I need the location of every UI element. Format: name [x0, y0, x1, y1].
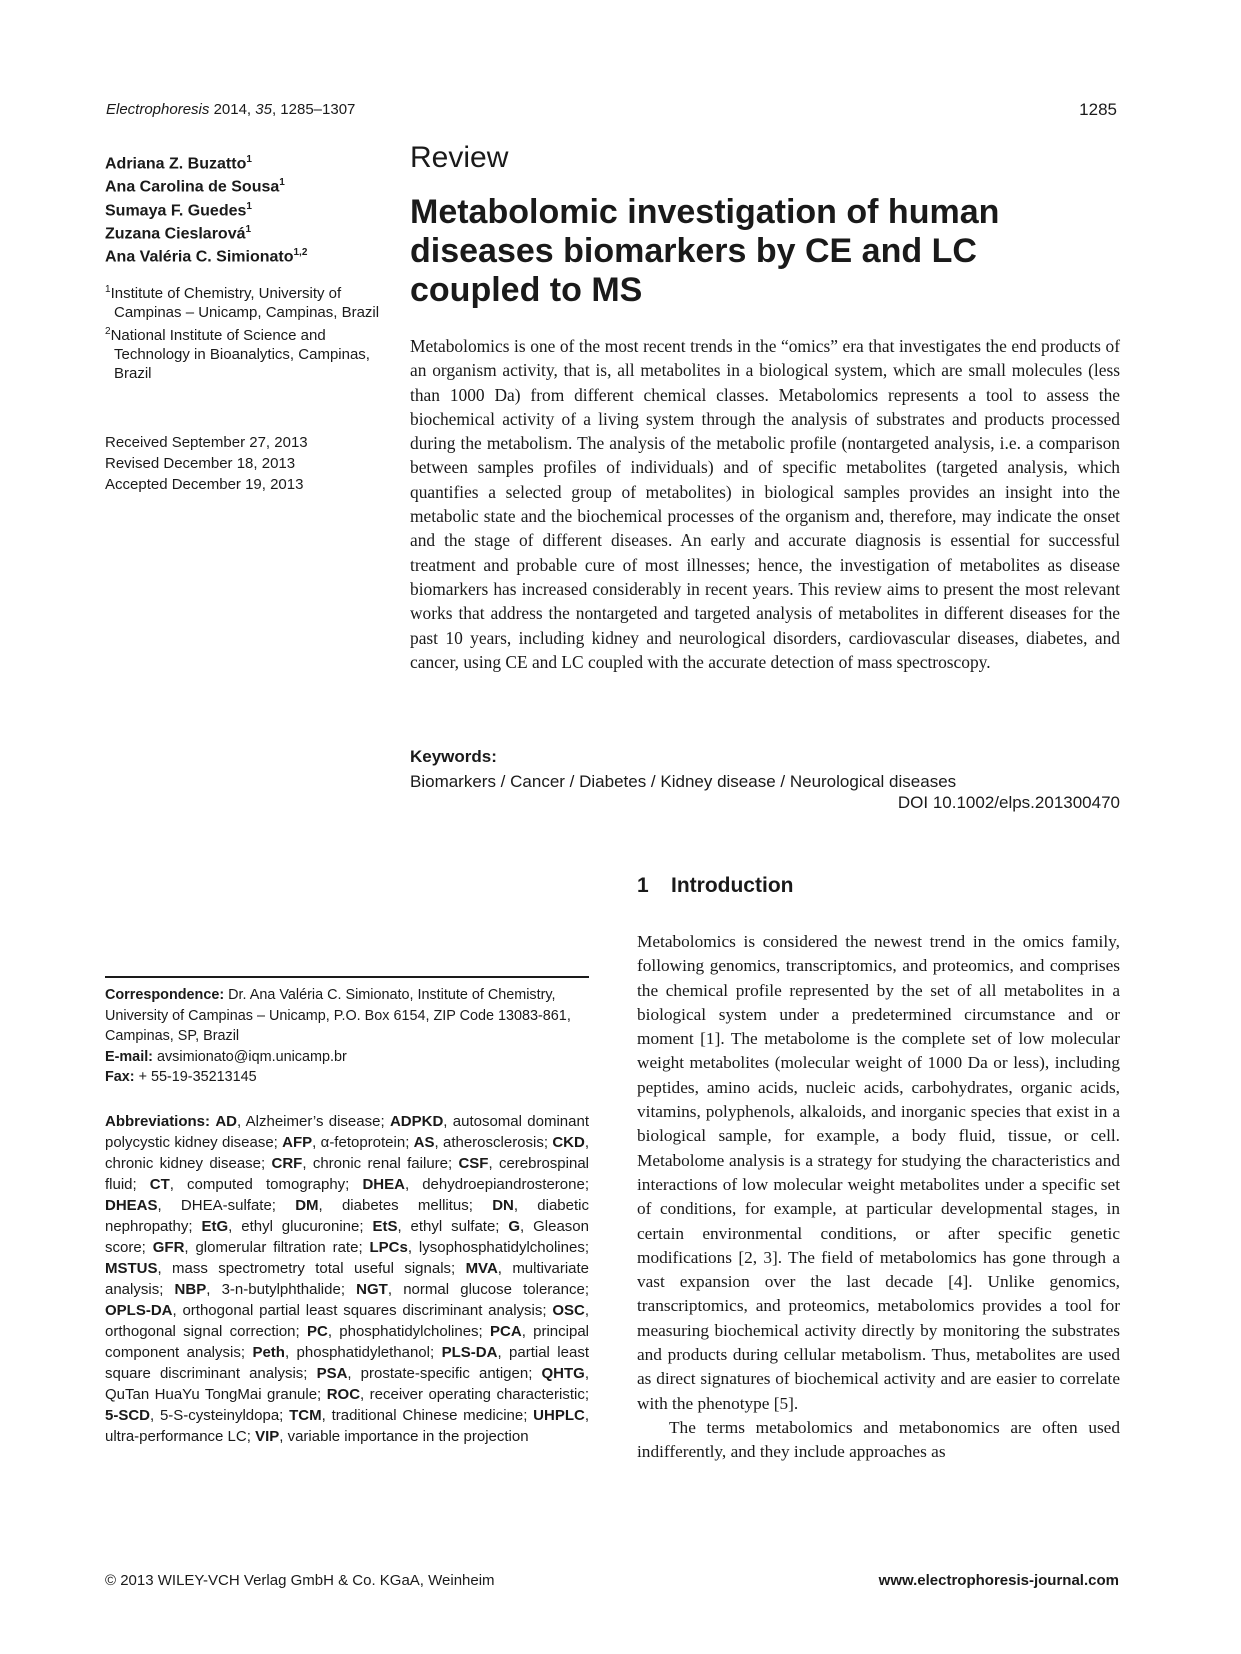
abbreviation-definition: , mass spectrometry total useful signals; — [157, 1260, 466, 1277]
abbreviation-term: DHEAS — [105, 1197, 158, 1214]
revised-date: Revised December 18, 2013 — [105, 455, 296, 472]
abbreviation-term: PCA — [490, 1323, 522, 1340]
abbreviation-definition: , 3-n-butylphthalide; — [206, 1281, 357, 1298]
correspondence-label: Correspondence: — [105, 987, 225, 1003]
fax-number: + 55-19-35213145 — [138, 1069, 257, 1086]
section-number: 1 — [637, 874, 649, 897]
abbreviation-term: DN — [492, 1197, 514, 1214]
abbreviation-term: VIP — [255, 1428, 280, 1445]
abbreviation-term: Peth — [252, 1344, 285, 1361]
author-list — [105, 150, 385, 267]
paragraph: Metabolomics is considered the newest trend in the omics family, following genomics, transcriptomics, and proteomics, and comprises the chemical profile represented by the set of all metabolites in a biological system under a predetermined circumstance and or moment [1]. The metabolome is the complete set of low molecular weight metabolites (molecular weight of 1000 Da or less), including peptides, amino acids, nucleic acids, carbohydrates, organic acids, vitamins, polyphenols, alkaloids, and inorganic species that exist in a biological sample, for example, a body fluid, tissue, or cell. Metabolome analysis is a strategy for studying the characteristics and interactions of low molecular weight metabolites under a specific set of conditions, for example, at particular developmental stages, in certain environmental conditions, or after specific genetic modifications [2, 3]. The field of metabolomics has gone through a vast expansion over the last decade [4]. Unlike genomics, transcriptomics, and proteomics, metabolomics provides a tool for measuring biochemical activity directly by monitoring the substrates and products during cellular metabolism. Thus, metabolites are used as direct signatures of biochemical activity and are easier to correlate with the phenotype [5]. — [637, 932, 1120, 1413]
running-head — [106, 101, 355, 118]
correspondence-block — [105, 985, 589, 1088]
abbreviation-definition: , lysophosphatidylcholines; — [407, 1239, 589, 1256]
abbreviation-term: AS — [413, 1134, 435, 1151]
keywords-label: Keywords: — [410, 747, 497, 766]
abbreviation-term: OSC — [552, 1302, 585, 1319]
abbreviation-definition: , chronic renal failure; — [302, 1155, 459, 1172]
article-title: Metabolomic investigation of human diseases biomarkers by CE and LC coupled to MS — [410, 193, 1000, 309]
abbreviation-term: ROC — [326, 1386, 361, 1403]
abbreviation-term: UHPLC — [533, 1407, 585, 1424]
abbreviation-definition: , glomerular filtration rate; — [184, 1239, 370, 1256]
abbreviation-term: DM — [295, 1197, 319, 1214]
journal-name: Electrophoresis — [106, 101, 210, 118]
copyright: © 2013 WILEY-VCH Verlag GmbH & Co. KGaA, Weinheim — [105, 1572, 495, 1589]
abbreviation-definition: , phosphatidylcholines; — [327, 1323, 491, 1340]
abbreviation-term: PLS-DA — [441, 1344, 498, 1361]
journal-volume: 35 — [255, 101, 272, 118]
abbreviation-term: EtG — [201, 1218, 229, 1235]
abbreviation-term: NGT — [356, 1281, 388, 1298]
abbreviation-definition: , computed tomography; — [169, 1176, 363, 1193]
abbreviation-definition: , autosomal dominant polycystic kidney disease; — [105, 1113, 589, 1151]
abbreviations-label: Abbreviations: — [105, 1113, 211, 1130]
abbreviation-definition: , Gleason score; — [105, 1218, 589, 1256]
abbreviation-term: NBP — [174, 1281, 207, 1298]
abbreviation-definition: , Alzheimer’s disease; — [237, 1113, 390, 1130]
abbreviation-definition: , variable importance in the projection — [279, 1428, 529, 1445]
abbreviation-term: GFR — [152, 1239, 185, 1256]
abbreviations — [105, 1111, 589, 1447]
abbreviation-term: AD — [215, 1113, 237, 1130]
article-dates — [105, 432, 308, 495]
abbreviation-definition: , principal component analysis; — [105, 1323, 590, 1361]
abbreviation-term: MSTUS — [105, 1260, 158, 1277]
affiliation: $^2$National Institute of Science and Technology in Bioanalytics, Campinas, Brazil — [105, 326, 370, 382]
email-address[interactable]: avsimionato@iqm.unicamp.br — [156, 1048, 347, 1065]
abbreviation-definition: , 5-S-cysteinyldopa; — [150, 1407, 290, 1424]
abbreviation-term: CKD — [552, 1134, 585, 1151]
abbreviation-term: PSA — [316, 1365, 348, 1382]
email-label: E-mail: — [105, 1048, 153, 1065]
abbreviation-term: ADPKD — [389, 1113, 444, 1130]
affiliations — [105, 280, 385, 383]
abbreviation-definition: , ethyl glucuronine; — [228, 1218, 373, 1235]
abbreviation-definition: , normal glucose tolerance; — [387, 1281, 589, 1298]
abbreviation-definition: , partial least square discriminant analysis; — [105, 1344, 589, 1382]
abbreviation-definition: , ethyl sulfate; — [397, 1218, 509, 1235]
abbreviation-definition: , α-fetoprotein; — [312, 1134, 414, 1151]
abbreviation-definition: , phosphatidylethanol; — [284, 1344, 442, 1361]
journal-pages: , 1285–1307 — [271, 101, 356, 118]
abbreviation-list — [105, 1113, 589, 1445]
author: Ana Carolina de Sousa$^1$ — [105, 177, 285, 196]
abbreviation-term: CT — [149, 1176, 170, 1193]
section-type: Review — [410, 141, 509, 174]
abbreviation-term: EtS — [372, 1218, 398, 1235]
author: Zuzana Cieslarová$^1$ — [105, 223, 252, 243]
abstract: Metabolomics is one of the most recent trends in the “omics” era that investigates the end products of an organism activity, that is, all metabolites in a biological system, which are small molecules (less than 1000 Da) from different chemical classes. Metabolomics represents a tool to assess the biochemical activity of a living system through the analysis of substrates and products processed during the metabolism. The analysis of the metabolic profile (nontargeted analysis, i.e. a comparison between samples profiles of individuals) and of specific metabolites (targeted analysis, which quantifies a selected group of metabolites) in biological samples provides an insight into the metabolic state and the biochemical processes of the organism and, therefore, may indicate the onset and the stage of different diseases. An early and accurate diagnosis is essential for successful treatment and probable cure of most illnesses; hence, the investigation of metabolites as disease biomarkers has increased considerably in recent years. This review aims to present the most relevant works that address the nontargeted and targeted analysis of metabolites in different diseases for the past 10 years, including kidney and neurological disorders, cardiovascular diseases, diabetes, and cancer, using CE and LC coupled with the accurate detection of mass spectroscopy. — [410, 336, 1120, 672]
abbreviation-term: OPLS-DA — [105, 1302, 173, 1319]
abbreviation-definition: , receiver operating characteristic; — [360, 1386, 589, 1403]
abbreviation-definition: , ultra-performance LC; — [105, 1407, 589, 1445]
fax-label: Fax: — [105, 1069, 135, 1086]
doi: DOI 10.1002/elps.201300470 — [897, 793, 1120, 812]
abbreviation-definition: , diabetic nephropathy; — [105, 1197, 589, 1235]
section-title: Introduction — [671, 874, 794, 897]
abbreviation-definition: , traditional Chinese medicine; — [321, 1407, 534, 1424]
abbreviation-term: AFP — [282, 1134, 313, 1151]
keywords-list: Biomarkers / Cancer / Diabetes / Kidney disease / Neurological diseases — [410, 772, 957, 791]
abbreviation-definition: , orthogonal partial least squares discriminant analysis; — [172, 1302, 553, 1319]
abbreviation-term: DHEA — [362, 1176, 405, 1193]
abbreviation-definition: , chronic kidney disease; — [105, 1134, 590, 1172]
received-date: Received September 27, 2013 — [105, 434, 308, 451]
abbreviation-term: 5-SCD — [105, 1407, 151, 1424]
abbreviation-definition: , multivariate analysis; — [105, 1260, 590, 1298]
abbreviation-term: LPCs — [369, 1239, 408, 1256]
author: Adriana Z. Buzatto$^1$ — [105, 154, 252, 173]
abbreviation-definition: , cerebrospinal fluid; — [105, 1155, 589, 1193]
affiliation: $^1$Institute of Chemistry, University of Campinas – Unicamp, Campinas, Brazil — [105, 284, 380, 321]
abbreviation-definition: , orthogonal signal correction; — [105, 1302, 589, 1340]
page-number: 1285 — [1079, 100, 1117, 119]
correspondence-text: Dr. Ana Valéria C. Simionato, Institute of Chemistry, University of Campinas – Unicamp, P.O. Box 6154, ZIP Code 13083-861, Campinas, SP, Brazil — [105, 987, 571, 1045]
abbreviation-definition: , dehydroepiandrosterone; — [404, 1176, 589, 1193]
abbreviation-term: G — [508, 1218, 521, 1235]
abbreviation-definition: , DHEA-sulfate; — [157, 1197, 296, 1214]
abbreviation-term: TCM — [289, 1407, 322, 1424]
abbreviation-term: QHTG — [541, 1365, 585, 1382]
author: Ana Valéria C. Simionato$^{1,2}$ — [105, 247, 308, 266]
author: Sumaya F. Guedes$^1$ — [105, 200, 252, 219]
paragraph: The terms metabolomics and metabonomics are often used indifferently, and they include approaches as — [637, 1417, 1120, 1462]
journal-year: 2014, — [213, 101, 252, 118]
abbreviation-term: MVA — [465, 1260, 498, 1277]
abbreviation-definition: , QuTan HuaYu TongMai granule; — [105, 1365, 589, 1403]
abbreviation-definition: , diabetes mellitus; — [318, 1197, 493, 1214]
abbreviation-definition: , prostate-specific antigen; — [347, 1365, 542, 1382]
abbreviation-term: PC — [306, 1323, 328, 1340]
correspondence-divider — [105, 976, 589, 978]
intro-heading — [637, 874, 793, 898]
abbreviation-term: CSF — [458, 1155, 489, 1172]
intro-body — [637, 930, 1120, 1465]
journal-url[interactable]: www.electrophoresis-journal.com — [878, 1572, 1119, 1589]
accepted-date: Accepted December 19, 2013 — [105, 476, 304, 493]
abbreviation-definition: , atherosclerosis; — [434, 1134, 553, 1151]
abbreviation-term: CRF — [271, 1155, 303, 1172]
